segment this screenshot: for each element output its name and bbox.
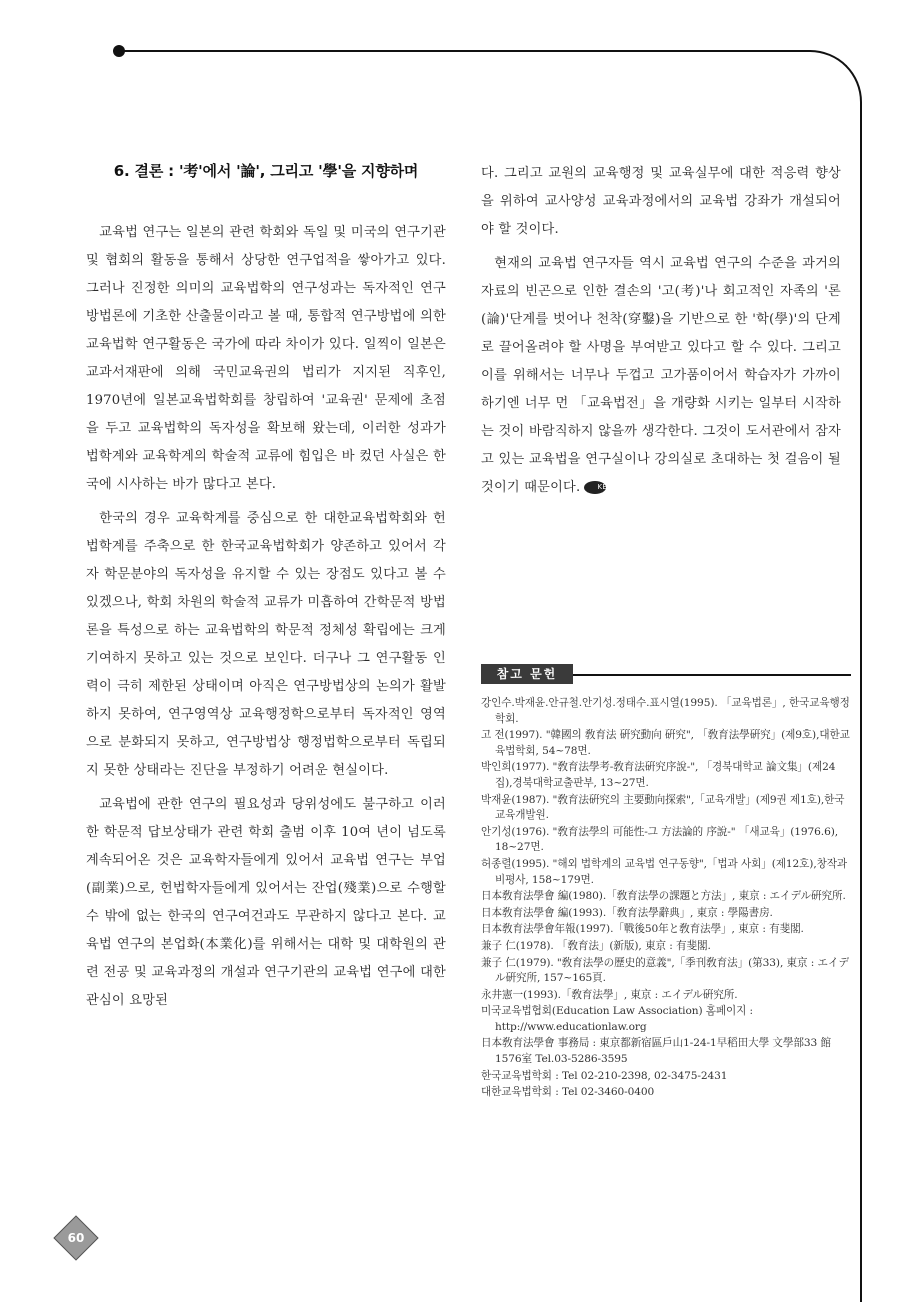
reference-item: 日本敎育法學會 編(1993).「敎育法學辭典」, 東京 : 學陽書房. (481, 906, 773, 919)
frame-dot-ornament (113, 45, 125, 57)
reference-item: 日本敎育法學會 編(1980).「敎育法學の課題と方法」, 東京 : エイデル硏究所. (481, 890, 846, 903)
reference-item: 대한교육법학회 : Tel 02-3460-0400 (481, 1086, 655, 1099)
body-paragraph-text: 현재의 교육법 연구자들 역시 교육법 연구의 수준을 과거의 자료의 빈곤으로 인한 결손의 '고(考)'나 회고적인 자족의 '론(論)'단계를 벗어나 천착(穿鑿)을 기반으로 한 '학(學)'의 단계로 끌어올려야 할 사명을 부여받고 있다고 할 수 있다. 그리고 이를 위해서는 너무나 두껍고 고가품이어서 학습자가 가까이 하기엔 너무 먼 「교육법전」을 개량화 시키는 일부터 시작하는 것이 바람직하지 않을까 생각한다. 그것이 도서관에서 잠자고 있는 교육법을 연구실이나 강의실로 초대하는 첫 걸음이 될 것이기 때문이다. (481, 256, 841, 495)
references-label: 참고 문헌 (481, 664, 573, 684)
right-column (481, 160, 841, 502)
references-rule (573, 674, 851, 676)
body-paragraph: 교육법에 관한 연구의 필요성과 당위성에도 불구하고 이러한 학문적 답보상태가 관련 학회 출범 이후 10여 년이 넘도록 계속되어온 것은 교육학자들에게 있어서 교육법 연구는 부업(副業)으로, 헌법학자들에게 있어서는 잔업(殘業)으로 수행할 수 밖에 없는 한국의 연구여건과도 무관하지 않다고 본다. 교육법 연구의 본업화(本業化)를 위해서는 대학 및 대학원의 관련 전공 및 교육과정의 개설과 연구기관의 교육법 연구에 대한 관심이 요망된 (86, 797, 446, 1008)
references-section (481, 664, 851, 1102)
reference-item: 허종렬(1995). "해외 법학계의 교육법 연구동향",「법과 사회」(제12호),창작과 비평사, 158~179면. (481, 857, 847, 886)
references-header (481, 664, 851, 686)
reference-item: 박인희(1977). "敎育法學考-敎育法硏究序說-", 「경북대학교 論文集」(제24집),경북대학교출판부, 13~27면. (481, 761, 836, 789)
reference-item: 강인수.박재윤.안규철.안기성.정태수.표시열(1995). 「교육법론」, 한국교육행정학회. (481, 697, 850, 725)
reference-item: 한국교육법학회 : Tel 02-210-2398, 02-3475-2431 (481, 1069, 728, 1082)
reference-item: 고 전(1997). "韓國의 敎育法 硏究動向 硏究", 「敎育法學硏究」(제9호),대한교육법학회, 54~78면. (481, 729, 850, 757)
body-paragraph: 한국의 경우 교육학계를 중심으로 한 대한교육법학회와 헌법학계를 주축으로 한 한국교육법학회가 양존하고 있어서 각자 학문분야의 독자성을 유지할 수 있는 장점도 있다고 볼 수 있겠으나, 학회 차원의 학술적 교류가 미흡하여 간학문적 방법론을 특성으로 하는 교육법학의 학문적 정체성 확립에는 크게 기여하지 못하고 있는 것으로 보인다. 더구나 그 연구활동 인력이 극히 제한된 상태이며 아직은 연구방법상의 논의가 활발하지 못하여, 연구영역상 교육행정학으로부터 독자적인 영역으로 분화되지 못하고, 연구방법상 행정법학으로부터 독립되지 못한 상태라는 진단을 부정하기 어려운 현실이다. (86, 511, 446, 778)
reference-item: 兼子 仁(1979). "敎育法學の歷史的意義",「季刊敎育法」(第33), 東京 : エイデル硏究所, 157~165頁. (481, 956, 849, 985)
body-paragraph: 다. 그리고 교원의 교육행정 및 교육실무에 대한 적응력 향상을 위하여 교사양성 교육과정에서의 교육법 강좌가 개설되어야 할 것이다. (481, 166, 841, 237)
reference-item: 日本敎育法學會 事務局 : 東京都新宿區戶山1-24-1早稻田大學 文學部33 館1576室 Tel.03-5286-3595 (481, 1037, 831, 1066)
reference-item: 永井憲一(1993).「敎育法學」, 東京 : エイデル硏究所. (481, 988, 738, 1001)
reference-item: 兼子 仁(1978). 「敎育法」(新版), 東京 : 有斐閣. (481, 939, 711, 952)
reference-item: 안기성(1976). "敎育法學의 可能性-그 方法論的 序說-" 「새교육」(1976.6), 18~27면. (481, 825, 839, 854)
body-paragraph (481, 250, 841, 502)
reference-item: 日本敎育法學會年報(1997).「戰後50年と敎育法學」, 東京 : 有斐閣. (481, 923, 804, 936)
left-column (86, 160, 446, 1015)
reference-item: 박재윤(1987). "敎育法硏究의 主要動向探索",「교육개발」(제9권 제1호),한국교육개발원. (481, 793, 845, 822)
article-end-mark: KEDI (584, 481, 606, 494)
page-number: 60 (67, 1231, 85, 1245)
reference-item: 미국교육법협회(Education Law Association) 홈페이지 : http://www.educationlaw.org (481, 1005, 754, 1033)
body-paragraph: 교육법 연구는 일본의 관련 학회와 독일 및 미국의 연구기관 및 협회의 활동을 통해서 상당한 연구업적을 쌓아가고 있다. 그러나 진정한 의미의 교육법학의 연구성과는 독자적인 연구방법론에 기초한 산출물이라고 볼 때, 통합적 연구방법에 의한 교육법학 연구활동은 국가에 따라 차이가 있다. 일찍이 일본은 교과서재판에 의해 국민교육권의 법리가 지지된 직후인, 1970년에 일본교육법학회를 창립하여 '교육권' 문제에 초점을 두고 교육법학의 독자성을 확보해 왔는데, 이러한 성과가 법학계와 교육학계의 학술적 교류에 힘입은 바 컸던 사실은 한국에 시사하는 바가 많다고 본다. (86, 225, 446, 492)
section-title: 6. 결론 : '考'에서 '論', 그리고 '學'을 지향하며 (113, 162, 419, 180)
references-list (481, 696, 851, 1101)
